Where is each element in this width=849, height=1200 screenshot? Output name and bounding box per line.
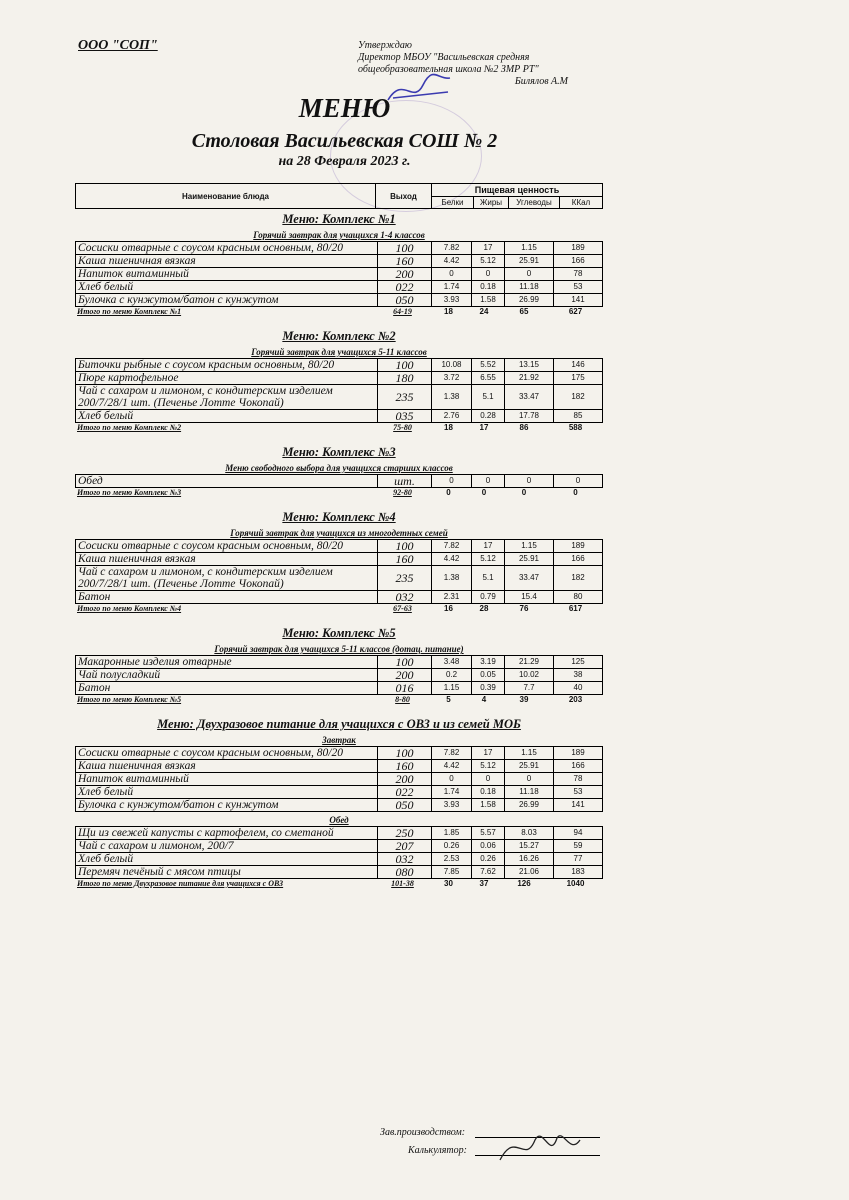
menu-items-table xyxy=(75,358,603,423)
dish-carbs: 33.47 xyxy=(505,566,554,591)
dish-carbs: 21.92 xyxy=(505,372,554,385)
dish-proteins: 3.93 xyxy=(432,799,472,812)
menu-items-table xyxy=(75,474,603,488)
dish-proteins: 3.72 xyxy=(432,372,472,385)
dish-kcal: 166 xyxy=(554,553,603,566)
header-nutrition: Пищевая ценность xyxy=(432,184,603,197)
group-subtitle: Меню свободного выбора для учащихся старших классов xyxy=(225,463,453,473)
dish-fats: 6.55 xyxy=(472,372,505,385)
dish-kcal: 40 xyxy=(554,682,603,695)
dish-fats: 5.52 xyxy=(472,359,505,372)
dish-carbs: 1.15 xyxy=(505,242,554,255)
dish-kcal: 78 xyxy=(554,773,603,786)
dish-proteins: 2.53 xyxy=(432,853,472,866)
dish-carbs: 11.18 xyxy=(505,786,554,799)
table-row xyxy=(76,242,603,255)
total-carbs: 126 xyxy=(517,879,531,888)
dish-fats: 3.19 xyxy=(472,656,505,669)
dish-carbs: 26.99 xyxy=(505,799,554,812)
approval-signer: Билялов А.М xyxy=(514,76,568,87)
dish-name: Хлеб белый xyxy=(76,853,378,866)
dish-carbs: 10.02 xyxy=(505,669,554,682)
dish-fats: 5.12 xyxy=(472,255,505,268)
dish-carbs: 8.03 xyxy=(505,827,554,840)
dish-carbs: 0 xyxy=(505,475,554,488)
section-total xyxy=(75,423,603,433)
table-row xyxy=(76,827,603,840)
total-row xyxy=(75,307,603,317)
table-row xyxy=(76,385,603,410)
table-row xyxy=(76,773,603,786)
section-total xyxy=(75,879,603,889)
dish-proteins: 3.48 xyxy=(432,656,472,669)
total-carbs: 76 xyxy=(519,604,529,613)
menu-date: на 28 Февраля 2023 г. xyxy=(278,154,411,169)
dish-fats: 0.18 xyxy=(472,281,505,294)
dish-carbs: 11.18 xyxy=(505,281,554,294)
dish-proteins: 0.26 xyxy=(432,840,472,853)
dish-carbs: 13.15 xyxy=(505,359,554,372)
table-row xyxy=(76,281,603,294)
dish-kcal: 182 xyxy=(554,385,603,410)
table-row xyxy=(76,359,603,372)
dish-kcal: 125 xyxy=(554,656,603,669)
total-label: Итого по меню Комплекс №3 xyxy=(77,488,182,497)
dish-output: 035 xyxy=(378,410,432,423)
dish-name: Хлеб белый xyxy=(76,786,378,799)
table-row xyxy=(76,866,603,879)
dish-output: шт. xyxy=(378,475,432,488)
dish-kcal: 80 xyxy=(554,591,603,604)
table-row xyxy=(76,294,603,307)
dish-carbs: 25.91 xyxy=(505,255,554,268)
total-row xyxy=(75,604,603,614)
dish-carbs: 0 xyxy=(505,268,554,281)
total-row xyxy=(75,879,603,889)
dish-kcal: 59 xyxy=(554,840,603,853)
dish-kcal: 141 xyxy=(554,294,603,307)
dish-fats: 0.26 xyxy=(472,853,505,866)
dish-output: 235 xyxy=(378,566,432,591)
dish-name: Булочка с кунжутом/батон с кунжутом xyxy=(76,799,378,812)
total-code: 67-63 xyxy=(393,604,412,613)
menu-section xyxy=(75,212,603,317)
dish-name: Каша пшеничная вязкая xyxy=(76,255,378,268)
dish-output: 180 xyxy=(378,372,432,385)
dish-fats: 0.28 xyxy=(472,410,505,423)
table-row xyxy=(76,475,603,488)
dish-name: Перемяч печёный с мясом птицы xyxy=(76,866,378,879)
total-carbs: 86 xyxy=(519,423,529,432)
dish-kcal: 85 xyxy=(554,410,603,423)
total-row xyxy=(75,695,603,705)
total-label: Итого по меню Комплекс №1 xyxy=(77,307,182,316)
section-total xyxy=(75,695,603,705)
dish-output: 207 xyxy=(378,840,432,853)
company-name: ООО "СОП" xyxy=(78,38,158,53)
dish-kcal: 189 xyxy=(554,242,603,255)
dish-kcal: 78 xyxy=(554,268,603,281)
dish-proteins: 1.38 xyxy=(432,385,472,410)
dish-kcal: 189 xyxy=(554,540,603,553)
total-fats: 24 xyxy=(479,307,489,316)
total-label: Итого по меню Комплекс №4 xyxy=(77,604,182,613)
dish-carbs: 17.78 xyxy=(505,410,554,423)
dish-name: Батон xyxy=(76,591,378,604)
section-title: Меню: Двухразовое питание для учащихся с ОВЗ и из семей МОБ xyxy=(157,717,521,731)
dish-output: 022 xyxy=(378,786,432,799)
dish-carbs: 7.7 xyxy=(505,682,554,695)
dish-output: 100 xyxy=(378,656,432,669)
dish-fats: 5.1 xyxy=(472,385,505,410)
table-row xyxy=(76,682,603,695)
dish-fats: 0.05 xyxy=(472,669,505,682)
dish-carbs: 1.15 xyxy=(505,747,554,760)
total-code: 92-80 xyxy=(393,488,412,497)
total-kcal: 588 xyxy=(568,423,583,432)
dish-name: Макаронные изделия отварные xyxy=(76,656,378,669)
dish-name: Напиток витаминный xyxy=(76,773,378,786)
dish-fats: 0 xyxy=(472,268,505,281)
total-carbs: 0 xyxy=(521,488,527,497)
approval-line-1: Утверждаю xyxy=(358,40,412,51)
dish-proteins: 7.82 xyxy=(432,747,472,760)
table-row xyxy=(76,268,603,281)
dish-carbs: 15.4 xyxy=(505,591,554,604)
dish-proteins: 4.42 xyxy=(432,255,472,268)
dish-carbs: 26.99 xyxy=(505,294,554,307)
table-row xyxy=(76,553,603,566)
dish-proteins: 1.74 xyxy=(432,786,472,799)
dish-proteins: 1.74 xyxy=(432,281,472,294)
group-subtitle: Горячий завтрак для учащихся 1-4 классов xyxy=(253,230,425,240)
dish-proteins: 7.82 xyxy=(432,242,472,255)
total-proteins: 5 xyxy=(446,695,451,704)
dish-output: 022 xyxy=(378,281,432,294)
group-subtitle: Горячий завтрак для учащихся из многодетных семей xyxy=(230,528,448,538)
table-header xyxy=(75,183,603,209)
dish-carbs: 21.29 xyxy=(505,656,554,669)
dish-proteins: 3.93 xyxy=(432,294,472,307)
total-label: Итого по меню Комплекс №2 xyxy=(77,423,182,432)
dish-kcal: 175 xyxy=(554,372,603,385)
dish-name: Чай с сахаром и лимоном, с кондитерским изделием 200/7/28/1 шт. (Печенье Лотте Чокопай) xyxy=(76,385,378,410)
dish-output: 100 xyxy=(378,747,432,760)
table-row xyxy=(76,566,603,591)
table-row xyxy=(76,591,603,604)
dish-kcal: 166 xyxy=(554,760,603,773)
dish-carbs: 21.06 xyxy=(505,866,554,879)
dish-proteins: 0 xyxy=(432,268,472,281)
dish-name: Щи из свежей капусты с картофелем, со сметаной xyxy=(76,827,378,840)
dish-name: Пюре картофельное xyxy=(76,372,378,385)
dish-proteins: 7.82 xyxy=(432,540,472,553)
dish-output: 100 xyxy=(378,242,432,255)
dish-name: Сосиски отварные с соусом красным основным, 80/20 xyxy=(76,242,378,255)
dish-fats: 1.58 xyxy=(472,294,505,307)
dish-proteins: 0 xyxy=(432,773,472,786)
dish-name: Чай с сахаром и лимоном, 200/7 xyxy=(76,840,378,853)
menu-items-table xyxy=(75,746,603,812)
table-row xyxy=(76,840,603,853)
total-kcal: 1040 xyxy=(566,879,585,888)
dish-kcal: 77 xyxy=(554,853,603,866)
dish-kcal: 38 xyxy=(554,669,603,682)
dish-name: Каша пшеничная вязкая xyxy=(76,553,378,566)
dish-carbs: 15.27 xyxy=(505,840,554,853)
dish-name: Чай с сахаром и лимоном, с кондитерским изделием 200/7/28/1 шт. (Печенье Лотте Чокопай) xyxy=(76,566,378,591)
total-row xyxy=(75,488,603,498)
header-name: Наименование блюда xyxy=(76,184,376,209)
dish-fats: 5.1 xyxy=(472,566,505,591)
table-row xyxy=(76,853,603,866)
footer-manager-label: Зав.производством: xyxy=(380,1127,466,1138)
menu-section xyxy=(75,510,603,614)
total-proteins: 0 xyxy=(446,488,451,497)
dish-kcal: 94 xyxy=(554,827,603,840)
total-code: 8-80 xyxy=(395,695,410,704)
section-title: Меню: Комплекс №3 xyxy=(282,445,396,459)
dish-output: 016 xyxy=(378,682,432,695)
dish-fats: 7.62 xyxy=(472,866,505,879)
total-proteins: 18 xyxy=(444,423,453,432)
menu-section xyxy=(75,445,603,498)
dish-fats: 1.58 xyxy=(472,799,505,812)
table-row xyxy=(76,786,603,799)
dish-name: Хлеб белый xyxy=(76,281,378,294)
dish-output: 032 xyxy=(378,591,432,604)
table-row xyxy=(76,255,603,268)
dish-output: 032 xyxy=(378,853,432,866)
menu-section xyxy=(75,626,603,705)
total-fats: 37 xyxy=(479,879,489,888)
dish-fats: 17 xyxy=(472,747,505,760)
dish-kcal: 182 xyxy=(554,566,603,591)
dish-kcal: 183 xyxy=(554,866,603,879)
dish-kcal: 141 xyxy=(554,799,603,812)
total-kcal: 617 xyxy=(568,604,583,613)
dish-name: Хлеб белый xyxy=(76,410,378,423)
dish-proteins: 10.08 xyxy=(432,359,472,372)
total-proteins: 18 xyxy=(444,307,453,316)
dish-proteins: 2.76 xyxy=(432,410,472,423)
page-title: МЕНЮ xyxy=(298,93,391,123)
dish-output: 100 xyxy=(378,359,432,372)
footer-calculator-label: Калькулятор: xyxy=(408,1145,467,1156)
header-carbs: Углеводы xyxy=(509,197,560,209)
dish-name: Чай полусладкий xyxy=(76,669,378,682)
header-proteins: Белки xyxy=(432,197,474,209)
dish-kcal: 189 xyxy=(554,747,603,760)
dish-proteins: 4.42 xyxy=(432,553,472,566)
total-fats: 17 xyxy=(479,423,489,432)
dish-output: 050 xyxy=(378,294,432,307)
menu-items-table xyxy=(75,539,603,604)
dish-output: 250 xyxy=(378,827,432,840)
dish-proteins: 4.42 xyxy=(432,760,472,773)
total-proteins: 16 xyxy=(444,604,453,613)
dish-fats: 5.57 xyxy=(472,827,505,840)
dish-kcal: 146 xyxy=(554,359,603,372)
dish-proteins: 0 xyxy=(432,475,472,488)
dish-fats: 5.12 xyxy=(472,760,505,773)
dish-proteins: 7.85 xyxy=(432,866,472,879)
total-code: 101-38 xyxy=(391,879,414,888)
section-total xyxy=(75,604,603,614)
menu-items-table xyxy=(75,826,603,879)
dish-fats: 0.18 xyxy=(472,786,505,799)
header-output: Выход xyxy=(376,184,432,209)
total-carbs: 39 xyxy=(519,695,529,704)
dish-kcal: 0 xyxy=(554,475,603,488)
total-kcal: 203 xyxy=(568,695,583,704)
dish-proteins: 0.2 xyxy=(432,669,472,682)
dish-output: 160 xyxy=(378,255,432,268)
dish-output: 235 xyxy=(378,385,432,410)
dish-carbs: 33.47 xyxy=(505,385,554,410)
section-title: Меню: Комплекс №4 xyxy=(282,510,396,524)
dish-name: Биточки рыбные с соусом красным основным, 80/20 xyxy=(76,359,378,372)
table-row xyxy=(76,799,603,812)
table-row xyxy=(76,372,603,385)
section-title: Меню: Комплекс №5 xyxy=(282,626,396,640)
dish-output: 160 xyxy=(378,553,432,566)
dish-carbs: 1.15 xyxy=(505,540,554,553)
dish-fats: 0.79 xyxy=(472,591,505,604)
dish-fats: 17 xyxy=(472,242,505,255)
approval-line-3: общеобразовательная школа №2 ЗМР РТ" xyxy=(358,64,539,75)
total-row xyxy=(75,423,603,433)
dish-fats: 0 xyxy=(472,773,505,786)
dish-proteins: 1.38 xyxy=(432,566,472,591)
section-title: Меню: Комплекс №1 xyxy=(282,212,396,226)
table-row xyxy=(76,747,603,760)
dish-fats: 0 xyxy=(472,475,505,488)
dish-output: 200 xyxy=(378,773,432,786)
approval-line-2: Директор МБОУ "Васильевская средняя xyxy=(358,52,530,63)
dish-output: 160 xyxy=(378,760,432,773)
header-fats: Жиры xyxy=(474,197,509,209)
menu-section xyxy=(75,717,603,889)
total-code: 75-80 xyxy=(393,423,412,432)
dish-output: 200 xyxy=(378,268,432,281)
menu-items-table xyxy=(75,241,603,307)
menu-sections xyxy=(75,210,603,901)
dish-carbs: 0 xyxy=(505,773,554,786)
section-total xyxy=(75,488,603,498)
dish-fats: 0.39 xyxy=(472,682,505,695)
total-fats: 0 xyxy=(481,488,487,497)
dish-output: 080 xyxy=(378,866,432,879)
page-subtitle: Столовая Васильевская СОШ № 2 xyxy=(191,130,498,152)
dish-name: Сосиски отварные с соусом красным основным, 80/20 xyxy=(76,540,378,553)
table-row xyxy=(76,410,603,423)
dish-name: Каша пшеничная вязкая xyxy=(76,760,378,773)
table-row xyxy=(76,760,603,773)
total-kcal: 627 xyxy=(568,307,583,316)
group-subtitle: Завтрак xyxy=(322,735,356,745)
header-kcal: ККал xyxy=(560,197,603,209)
total-fats: 4 xyxy=(481,695,487,704)
dish-proteins: 1.85 xyxy=(432,827,472,840)
dish-kcal: 53 xyxy=(554,786,603,799)
group-subtitle: Горячий завтрак для учащихся 5-11 классов xyxy=(251,347,427,357)
table-row xyxy=(76,656,603,669)
menu-items-table xyxy=(75,655,603,695)
table-row xyxy=(76,540,603,553)
total-label: Итого по меню Двухразовое питание для учащихся с ОВЗ xyxy=(77,879,284,888)
dish-kcal: 53 xyxy=(554,281,603,294)
group-subtitle: Обед xyxy=(329,815,349,825)
dish-name: Булочка с кунжутом/батон с кунжутом xyxy=(76,294,378,307)
dish-name: Обед xyxy=(76,475,378,488)
total-kcal: 0 xyxy=(573,488,578,497)
menu-section xyxy=(75,329,603,433)
dish-name: Сосиски отварные с соусом красным основным, 80/20 xyxy=(76,747,378,760)
total-fats: 28 xyxy=(479,604,489,613)
dish-output: 100 xyxy=(378,540,432,553)
dish-fats: 0.06 xyxy=(472,840,505,853)
total-label: Итого по меню Комплекс №5 xyxy=(77,695,182,704)
section-total xyxy=(75,307,603,317)
dish-fats: 17 xyxy=(472,540,505,553)
dish-carbs: 25.91 xyxy=(505,760,554,773)
dish-name: Батон xyxy=(76,682,378,695)
dish-carbs: 25.91 xyxy=(505,553,554,566)
section-title: Меню: Комплекс №2 xyxy=(282,329,396,343)
total-proteins: 30 xyxy=(444,879,453,888)
calculator-signature xyxy=(495,1120,585,1170)
group-subtitle: Горячий завтрак для учащихся 5-11 классов (дотац. питание) xyxy=(214,644,464,654)
dish-output: 050 xyxy=(378,799,432,812)
dish-name: Напиток витаминный xyxy=(76,268,378,281)
dish-fats: 5.12 xyxy=(472,553,505,566)
total-carbs: 65 xyxy=(519,307,529,316)
dish-proteins: 1.15 xyxy=(432,682,472,695)
total-code: 64-19 xyxy=(393,307,412,316)
dish-kcal: 166 xyxy=(554,255,603,268)
dish-output: 200 xyxy=(378,669,432,682)
table-row xyxy=(76,669,603,682)
dish-carbs: 16.26 xyxy=(505,853,554,866)
dish-proteins: 2.31 xyxy=(432,591,472,604)
